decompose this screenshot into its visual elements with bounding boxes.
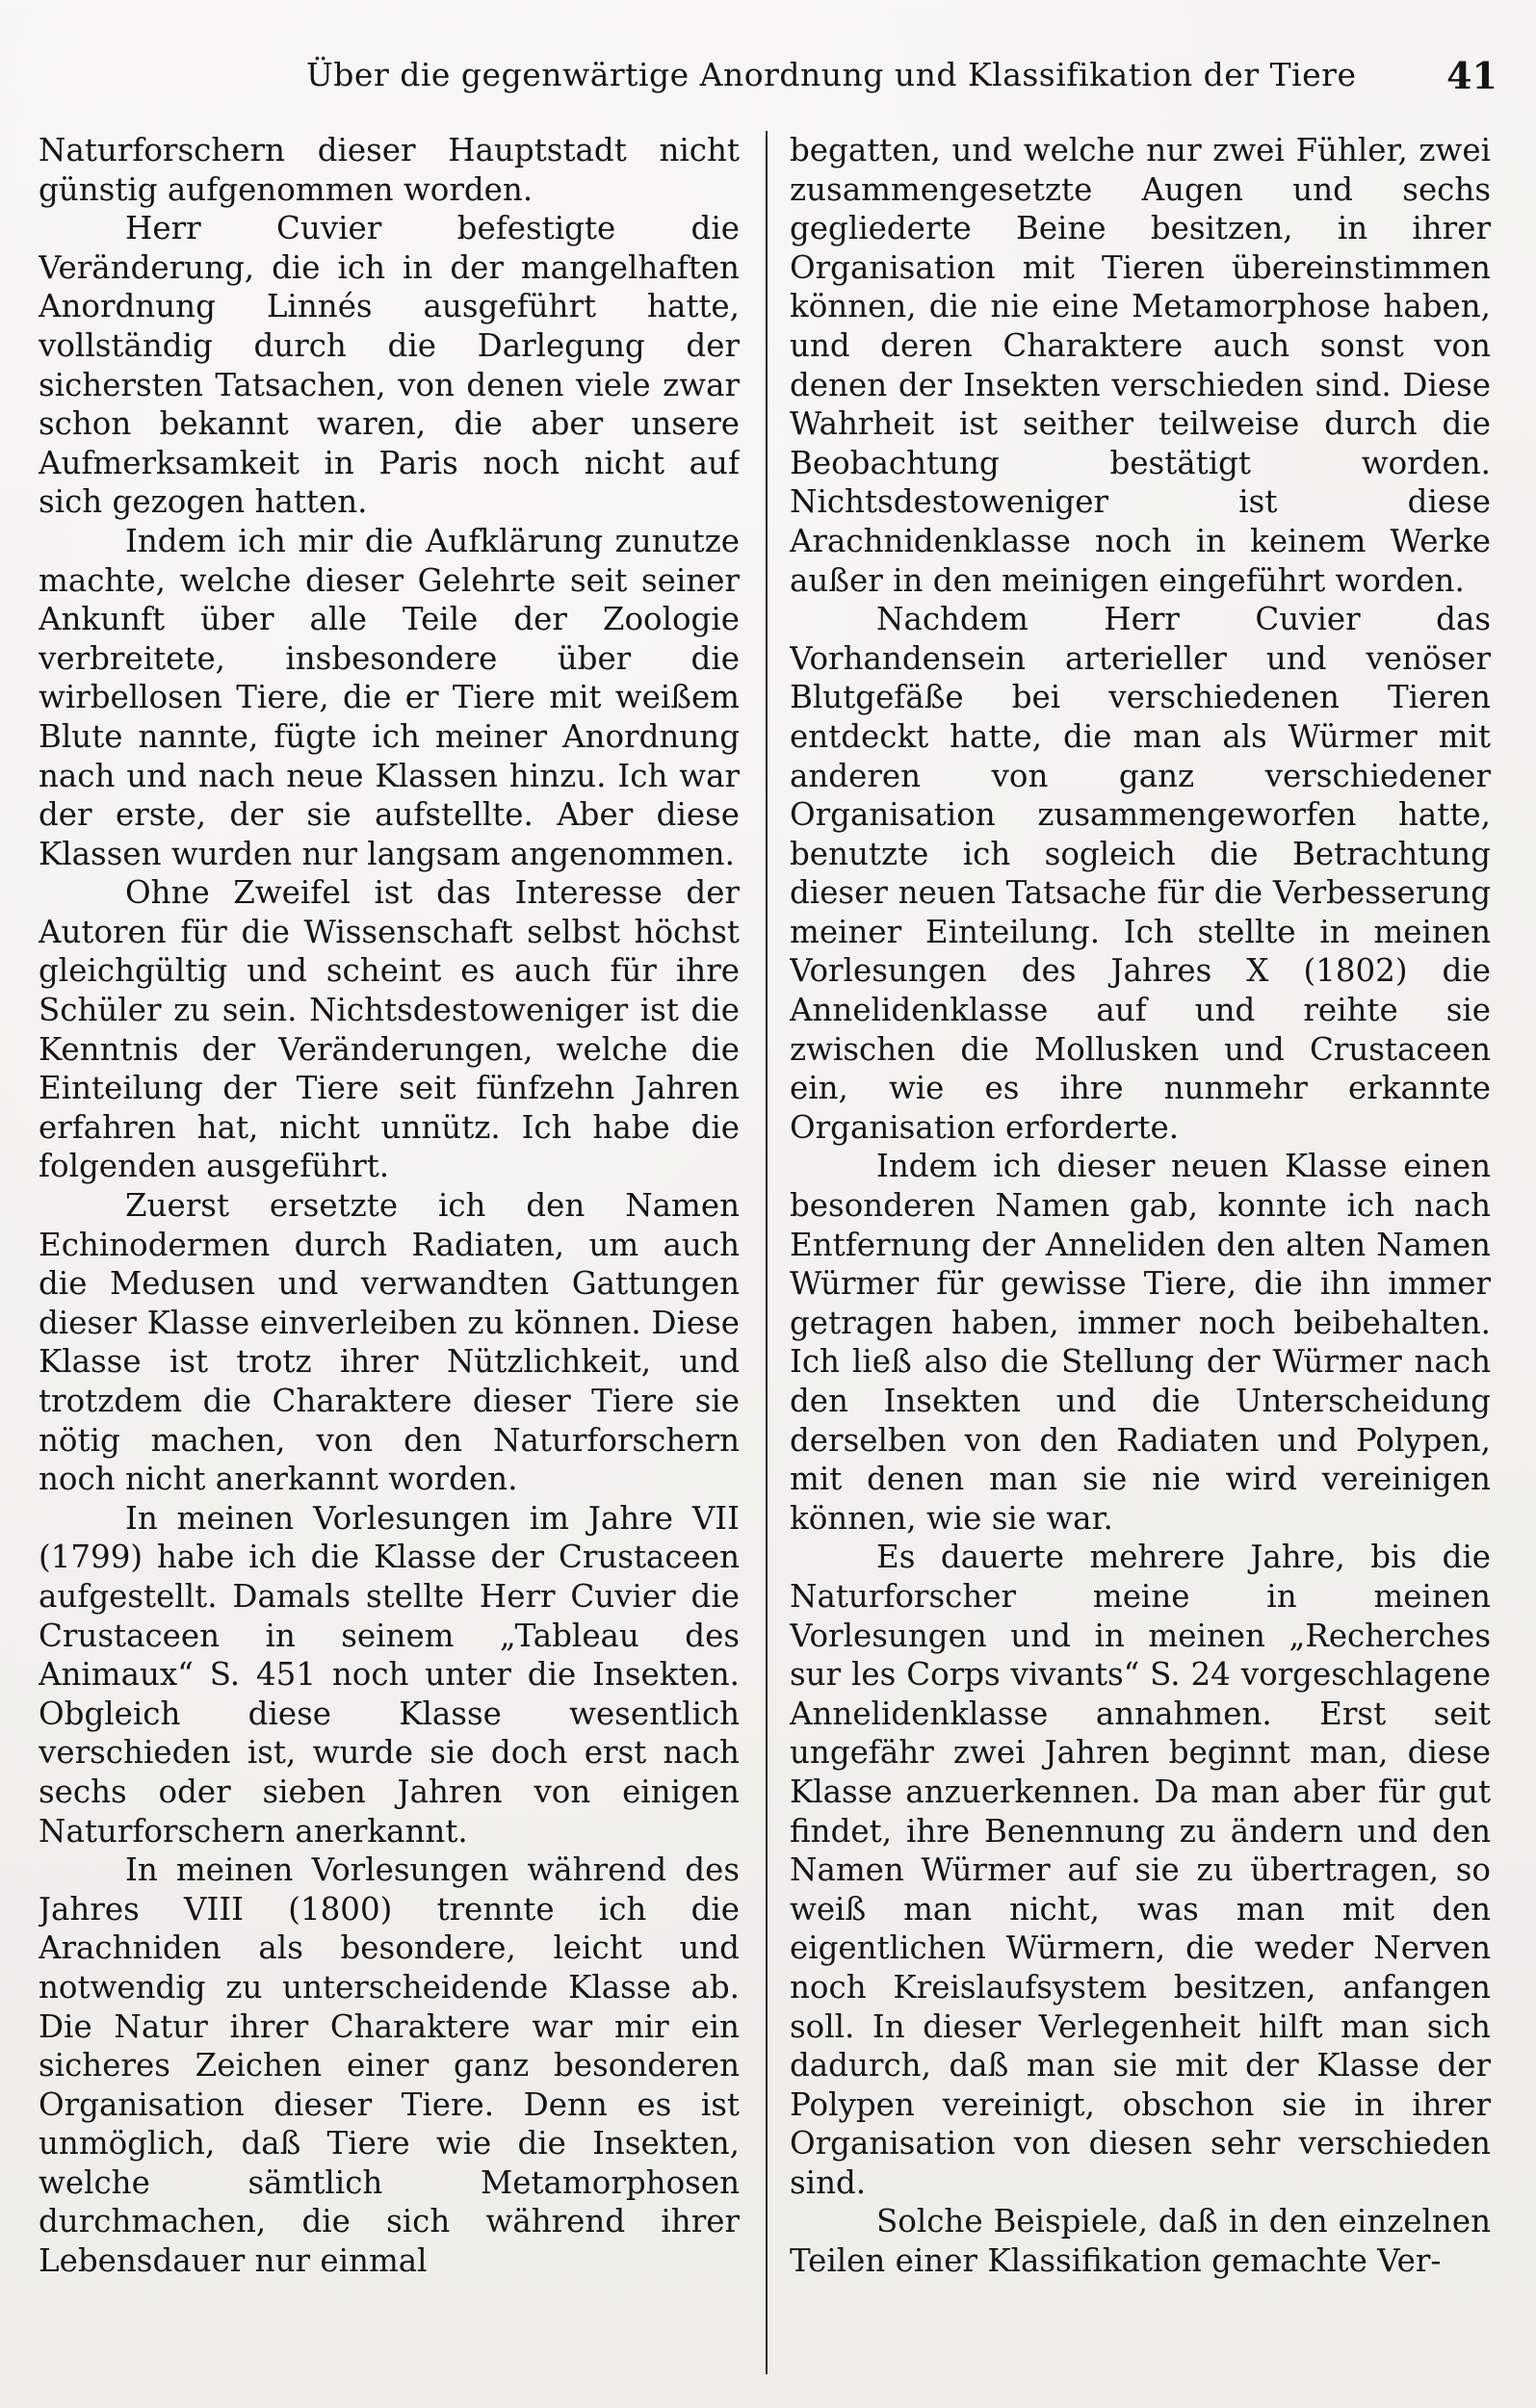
paragraph: Zuerst ersetzte ich den Namen Echinodermen durch Radiaten, um auch die Medusen und verwandten Gattungen dieser Klasse einverleiben zu können. Diese Klasse ist trotz ihrer Nützlichkeit, und trotzdem die Charaktere dieser Tiere sie nötig machen, von den Naturforschern noch nicht anerkannt worden.: [39, 1187, 740, 1498]
page-header: [27, 48, 1497, 106]
paragraph: In meinen Vorlesungen während des Jahres VIII (1800) trennte ich die Arachniden als besondere, leicht und notwendig zu unterscheidende Klasse ab. Die Natur ihrer Charaktere war mir ein sicheres Zeichen einer ganz besonderen Organisation dieser Tiere. Denn es ist unmöglich, daß Tiere wie die Insekten, welche sämtlich Metamorphosen durchmachen, die sich während ihrer Lebensdauer nur einmal: [39, 1851, 740, 2280]
paragraph: Indem ich dieser neuen Klasse einen besonderen Namen gab, konnte ich nach Entfernung der Anneliden den alten Namen Würmer für gewisse Tiere, die ihn immer getragen haben, immer noch beibehalten. Ich ließ also die Stellung der Würmer nach den Insekten und die Unterscheidung derselben von den Radiaten und Polypen, mit denen man sie nie wird vereinigen können, wie sie war.: [790, 1148, 1491, 1537]
page-number: 41: [1446, 54, 1497, 97]
paragraph: Ohne Zweifel ist das Interesse der Autoren für die Wissenschaft selbst höchst gleichgültig und scheint es auch für ihre Schüler zu sein. Nichtsdestoweniger ist die Kenntnis der Veränderungen, welche die Einteilung der Tiere seit fünfzehn Jahren erfahren hat, nicht unnütz. Ich habe die folgenden ausgeführt.: [39, 874, 740, 1185]
column-divider: [766, 131, 768, 2374]
text-columns: [39, 131, 1491, 2374]
paragraph: Indem ich mir die Aufklärung zunutze machte, welche dieser Gelehrte seit seiner Ankunft über alle Teile der Zoologie verbreitete, insbesondere über die wirbellosen Tiere, die er Tiere mit weißem Blute nannte, fügte ich meiner Anordnung nach und nach neue Klassen hinzu. Ich war der erste, der sie aufstellte. Aber diese Klassen wurden nur langsam angenommen.: [39, 522, 740, 872]
left-column: [39, 131, 740, 2374]
paragraph: Herr Cuvier befestigte die Veränderung, die ich in der mangelhaften Anordnung Linnés ausgeführt hatte, vollständig durch die Darlegung der sichersten Tatsachen, von denen viele zwar schon bekannt waren, die aber unsere Aufmerksamkeit in Paris noch nicht auf sich gezogen hatten.: [39, 210, 740, 521]
paragraph: In meinen Vorlesungen im Jahre VII (1799) habe ich die Klasse der Crustaceen aufgestellt. Damals stellte Herr Cuvier die Crustaceen in seinem „Tableau des Animaux“ S. 451 noch unter die Insekten. Obgleich diese Klasse wesentlich verschieden ist, wurde sie doch erst nach sechs oder sieben Jahren von einigen Naturforschern anerkannt.: [39, 1499, 740, 1850]
running-title: Über die gegenwärtige Anordnung und Klassifikation der Tiere: [306, 56, 1357, 93]
paragraph: begatten, und welche nur zwei Fühler, zwei zusammengesetzte Augen und sechs gegliederte Beine besitzen, in ihrer Organisation mit Tieren übereinstimmen können, die nie eine Metamorphose haben, und deren Charaktere auch sonst von denen der Insekten verschieden sind. Diese Wahrheit ist seither teilweise durch die Beobachtung bestätigt worden. Nichtsdestoweniger ist diese Arachnidenklasse noch in keinem Werke außer in den meinigen eingeführt worden.: [790, 132, 1491, 599]
paragraph: Nachdem Herr Cuvier das Vorhandensein arterieller und venöser Blutgefäße bei verschiedenen Tieren entdeckt hatte, die man als Würmer mit anderen von ganz verschiedener Organisation zusammengeworfen hatte, benutzte ich sogleich die Betrachtung dieser neuen Tatsache für die Verbesserung meiner Einteilung. Ich stellte in meinen Vorlesungen des Jahres X (1802) die Annelidenklasse auf und reihte sie zwischen die Mollusken und Crustaceen ein, wie es ihre nunmehr erkannte Organisation erforderte.: [790, 601, 1491, 1146]
paragraph: Es dauerte mehrere Jahre, bis die Naturforscher meine in meinen Vorlesungen und in meinen „Recherches sur les Corps vivants“ S. 24 vorgeschlagene Annelidenklasse annahmen. Erst seit ungefähr zwei Jahren beginnt man, diese Klasse anzuerkennen. Da man aber für gut findet, ihre Benennung zu ändern und den Namen Würmer auf sie zu übertragen, so weiß man nicht, was man mit den eigentlichen Würmern, die weder Nerven noch Kreislaufsystem besitzen, anfangen soll. In dieser Verlegenheit hilft man sich dadurch, daß man sie mit der Klasse der Polypen vereinigt, obschon sie in ihrer Organisation von diesen sehr verschieden sind.: [790, 1539, 1491, 2201]
paragraph: Solche Beispiele, daß in den einzelnen Teilen einer Klassifikation gemachte Ver-: [790, 2203, 1491, 2280]
right-column: [790, 131, 1491, 2374]
paragraph: Naturforschern dieser Hauptstadt nicht günstig aufgenommen worden.: [39, 132, 740, 208]
